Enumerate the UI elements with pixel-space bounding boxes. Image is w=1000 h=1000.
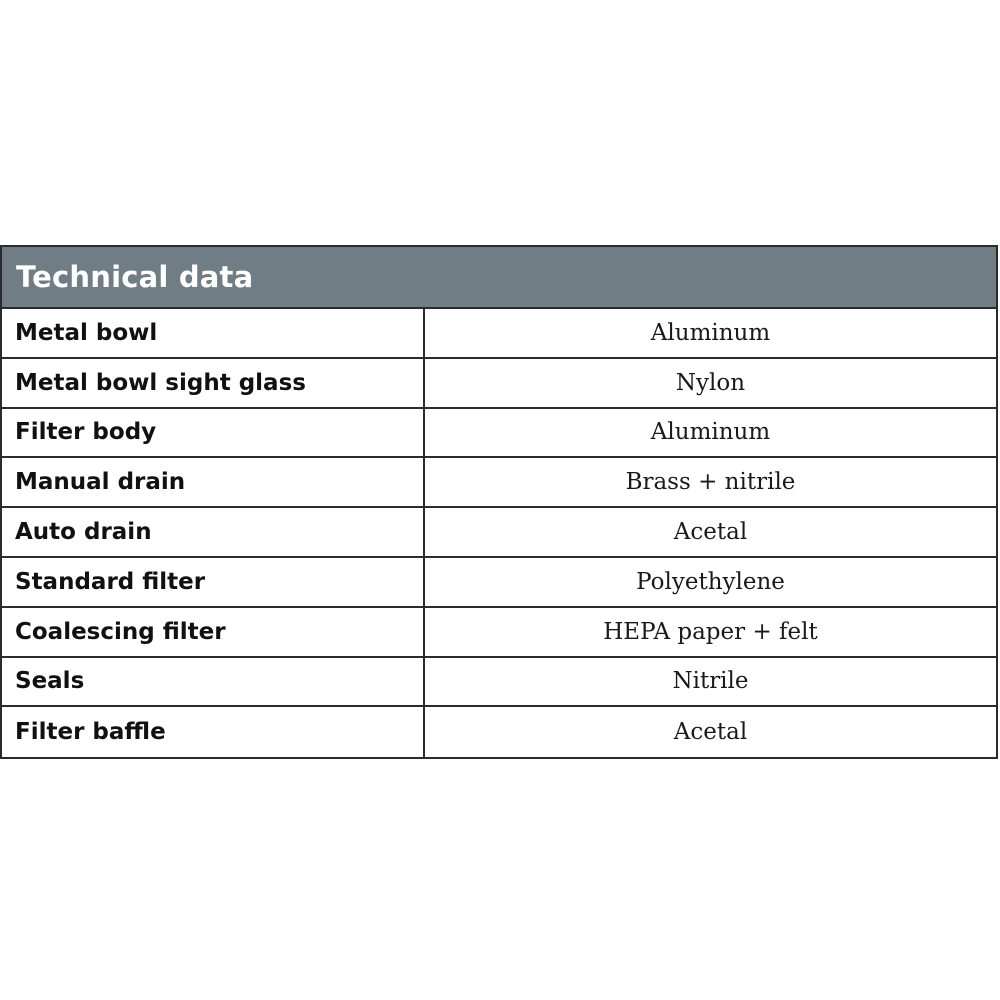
row-label: Auto drain: [2, 508, 425, 556]
row-value: Aluminum: [650, 319, 771, 346]
row-label: Manual drain: [2, 458, 425, 506]
table-row: [2, 608, 996, 658]
row-value: Brass + nitrile: [625, 469, 796, 496]
table-title: Technical data: [16, 260, 254, 294]
table-row: [2, 558, 996, 608]
row-value: Aluminum: [650, 419, 771, 446]
row-label: Standard filter: [2, 558, 425, 606]
row-label: Metal bowl sight glass: [2, 359, 425, 407]
row-value: Polyethylene: [636, 568, 785, 595]
table-header: [2, 247, 996, 309]
technical-data-table: [0, 245, 998, 759]
table-row: [2, 458, 996, 508]
row-value: Acetal: [673, 519, 748, 546]
table-row: [2, 409, 996, 459]
row-label: Metal bowl: [2, 309, 425, 357]
row-label: Seals: [2, 658, 425, 706]
table-row: [2, 359, 996, 409]
row-label: Coalescing filter: [2, 608, 425, 656]
table-row: [2, 658, 996, 708]
row-label: Filter baffle: [2, 707, 425, 757]
row-value: Nitrile: [672, 668, 749, 695]
table-row: [2, 508, 996, 558]
table-row: [2, 707, 996, 757]
row-value: Acetal: [673, 719, 748, 746]
row-value: HEPA paper + felt: [603, 618, 818, 645]
row-label: Filter body: [2, 409, 425, 457]
row-value: Nylon: [675, 369, 746, 396]
table-row: [2, 309, 996, 359]
